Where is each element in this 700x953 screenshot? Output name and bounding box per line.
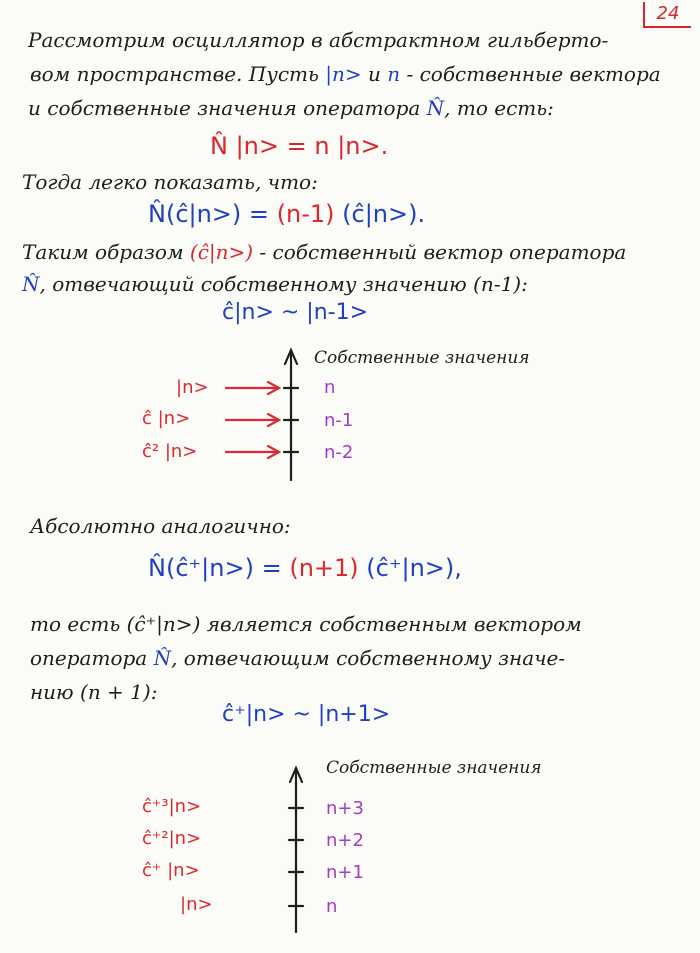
ket-n: |n> bbox=[325, 62, 362, 86]
diagram2-state-2: ĉ⁺ |n> bbox=[142, 860, 200, 881]
formula-lowering-eigenvalue: (n-1) bbox=[276, 200, 335, 228]
diagram1-value-2: n-2 bbox=[324, 442, 354, 463]
formula-lowering-rhs: (ĉ|n>). bbox=[334, 200, 426, 228]
formula-raising-proportional-text: ĉ⁺|n> ~ |n+1> bbox=[222, 702, 391, 727]
diagram2-axis bbox=[289, 768, 303, 932]
text-line-9-part-c: , отвечающим собственному значе- bbox=[171, 646, 566, 670]
diagram1-state-0: |n> bbox=[176, 377, 209, 398]
text-line-6-part-b: , отвечающий собственному значению (n-1): bbox=[39, 272, 528, 296]
formula-lowering-lhs: N̂(ĉ|n>) = bbox=[148, 200, 277, 228]
formula-raising-eigenvalue: (n+1) bbox=[289, 554, 359, 582]
lowered-state: (ĉ|n>) bbox=[189, 240, 254, 264]
operator-n-hat: N̂ bbox=[426, 96, 445, 120]
eigenvalue-n: n bbox=[387, 62, 401, 86]
diagram1-arrows bbox=[226, 382, 279, 458]
diagram2-value-2: n+1 bbox=[326, 862, 364, 883]
diagram1-state-1: ĉ |n> bbox=[142, 408, 191, 429]
text-line-8-part-a: то есть bbox=[30, 612, 127, 636]
text-line-2-part-c: и bbox=[361, 62, 388, 86]
text-line-7: Абсолютно аналогично: bbox=[30, 514, 291, 538]
text-line-10: нию (n + 1): bbox=[30, 680, 158, 704]
text-line-1: Рассмотрим осциллятор в абстрактном гильберто- bbox=[28, 28, 609, 52]
diagram2-state-1: ĉ⁺²|n> bbox=[142, 828, 202, 849]
formula-raising-rhs: (ĉ⁺|n>), bbox=[358, 554, 462, 582]
diagram2-title: Собственные значения bbox=[326, 758, 542, 778]
formula-eigen-equation-period: . bbox=[380, 132, 389, 160]
text-line-9-part-a: оператора bbox=[30, 646, 154, 670]
text-line-5-part-c: - собственный вектор оператора bbox=[253, 240, 627, 264]
page-number: 24 bbox=[643, 2, 691, 28]
text-line-4: Тогда легко показать, что: bbox=[22, 170, 318, 194]
diagram1-state-2: ĉ² |n> bbox=[142, 441, 198, 462]
text-line-3-part-a: и собственные значения оператора bbox=[28, 96, 427, 120]
operator-n-hat-3: N̂ bbox=[153, 646, 172, 670]
diagram1-value-0: n bbox=[324, 377, 336, 398]
diagram2-value-0: n+3 bbox=[326, 798, 364, 819]
raised-state: (ĉ⁺|n>) bbox=[126, 612, 201, 636]
diagram2-value-1: n+2 bbox=[326, 830, 364, 851]
text-line-8-part-c: является собственным вектором bbox=[200, 612, 582, 636]
operator-n-hat-2: N̂ bbox=[22, 272, 40, 296]
formula-raising-lhs: N̂(ĉ⁺|n>) = bbox=[148, 554, 290, 582]
formula-eigen-equation-main: N̂ |n> = n |n> bbox=[210, 132, 381, 160]
text-line-3-part-c: , то есть: bbox=[444, 96, 554, 120]
diagram2-state-3: |n> bbox=[180, 894, 213, 915]
diagram1-title: Собственные значения bbox=[314, 348, 530, 368]
diagram1-axis bbox=[284, 350, 298, 480]
diagram2-value-3: n bbox=[326, 896, 338, 917]
diagram1-value-1: n-1 bbox=[324, 410, 354, 431]
formula-lowering-proportional-text: ĉ|n> ~ |n-1> bbox=[222, 300, 369, 325]
text-line-2-part-e: - собственные вектора bbox=[400, 62, 661, 86]
text-line-2-part-a: вом пространстве. Пусть bbox=[30, 62, 326, 86]
diagram2-state-0: ĉ⁺³|n> bbox=[142, 796, 202, 817]
text-line-5-part-a: Таким образом bbox=[22, 240, 190, 264]
